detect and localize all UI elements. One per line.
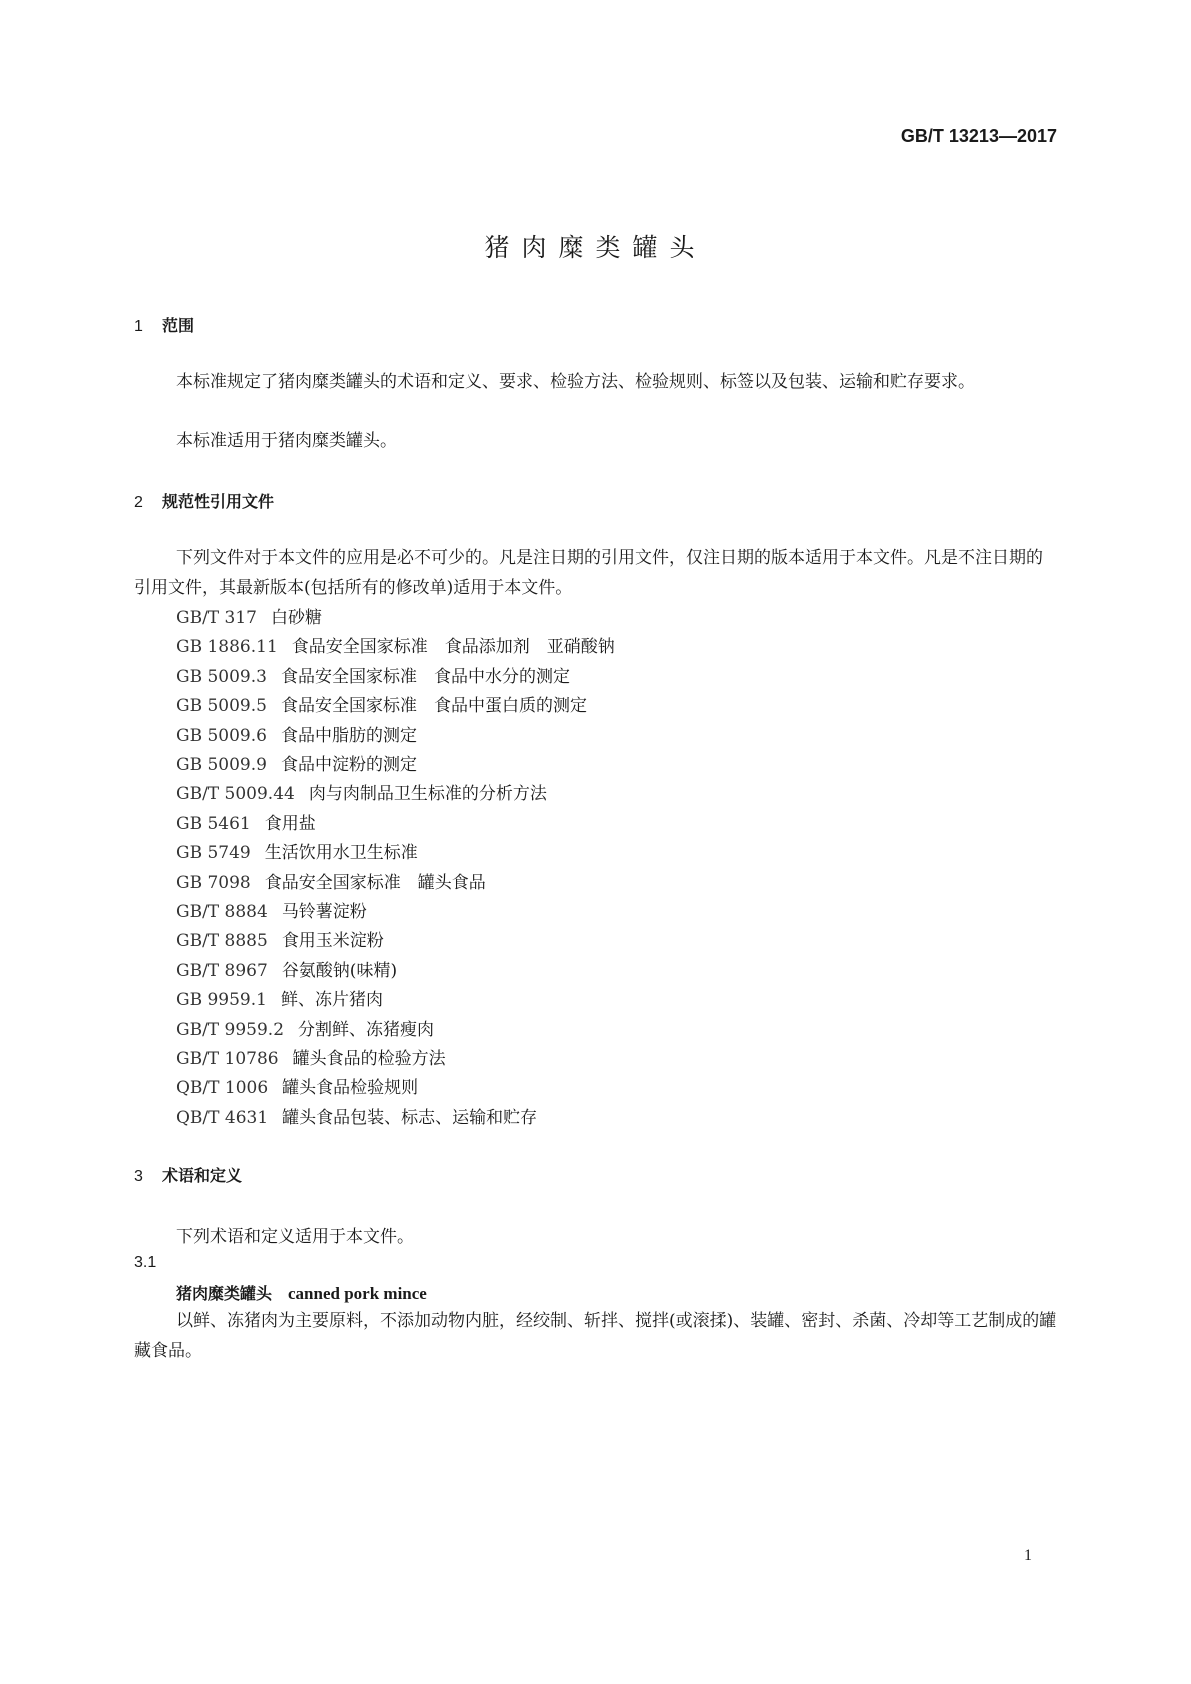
reference-item (176, 1103, 537, 1128)
reference-title: 食品安全国家标准 罐头食品 (264, 872, 486, 893)
reference-code: GB 5009.5 (176, 696, 267, 717)
reference-code: GB 5009.3 (176, 666, 267, 687)
reference-item (176, 926, 384, 951)
reference-title: 罐头食品检验规则 (282, 1078, 419, 1099)
reference-item (176, 868, 486, 893)
reference-code: GB 5009.9 (176, 755, 267, 775)
terms-intro: 下列术语和定义适用于本文件。 (176, 1227, 414, 1247)
section-number: 1 (134, 318, 143, 335)
term-entry (176, 1281, 427, 1304)
reference-item (176, 1044, 446, 1069)
reference-title: 食品中淀粉的测定 (280, 755, 417, 775)
reference-title: 食品安全国家标准 食品添加剂 亚硝酸钠 (291, 637, 615, 658)
term-definition: 以鲜、冻猪肉为主要原料，不添加动物内脏，经绞制、斩拌、搅拌(或滚揉)、装罐、密封、杀菌、冷却等工艺制成的罐藏食品。 (134, 1311, 1057, 1361)
reference-item (176, 897, 367, 922)
reference-item (176, 1073, 418, 1098)
reference-title: 白砂糖 (271, 608, 322, 628)
reference-code: GB 5009.6 (176, 725, 267, 746)
reference-item (176, 662, 570, 687)
term-number: 3.1 (134, 1254, 157, 1271)
reference-item (176, 779, 547, 804)
reference-title: 肉与肉制品卫生标准的分析方法 (308, 784, 547, 805)
reference-code: GB/T 8967 (176, 960, 268, 981)
normative-intro: 下列文件对于本文件的应用是必不可少的。凡是注日期的引用文件，仅注日期的版本适用于本文件。凡是不注日期的引用文件，其最新版本(包括所有的修改单)适用于本文件。 (134, 548, 1043, 598)
reference-title: 食品安全国家标准 食品中水分的测定 (280, 666, 570, 687)
reference-item (176, 632, 615, 657)
reference-code: GB/T 10786 (176, 1049, 279, 1069)
section-title: 规范性引用文件 (162, 492, 275, 511)
reference-item (176, 956, 397, 981)
scope-paragraph: 本标准规定了猪肉糜类罐头的术语和定义、要求、检验方法、检验规则、标签以及包装、运输和贮存要求。 (176, 372, 975, 392)
reference-item (176, 838, 418, 863)
reference-item (176, 691, 587, 716)
section-number: 2 (134, 494, 143, 511)
scope-applicability: 本标准适用于猪肉糜类罐头。 (176, 431, 397, 451)
reference-code: GB 1886.11 (176, 637, 278, 658)
reference-code: GB 9959.1 (176, 990, 267, 1011)
reference-code: GB 5461 (176, 813, 251, 834)
reference-item (176, 750, 417, 775)
reference-code: QB/T 1006 (176, 1078, 269, 1099)
reference-code: GB/T 8885 (176, 931, 268, 952)
reference-title: 谷氨酸钠(味精) (281, 960, 398, 981)
section-heading-normative-references (134, 489, 274, 512)
reference-title: 生活饮用水卫生标准 (264, 843, 418, 864)
reference-code: GB/T 5009.44 (176, 784, 295, 805)
page-number: 1 (1024, 1547, 1032, 1564)
section-heading-terms (134, 1163, 242, 1186)
reference-title: 食用玉米淀粉 (281, 931, 384, 952)
reference-title: 马铃薯淀粉 (281, 902, 367, 922)
reference-item (176, 985, 383, 1010)
reference-item (176, 603, 322, 628)
term-name-en: canned pork mince (288, 1284, 427, 1303)
reference-code: GB/T 9959.2 (176, 1019, 285, 1040)
reference-item (176, 809, 316, 834)
section-number: 3 (134, 1168, 143, 1185)
reference-title: 罐头食品的检验方法 (292, 1049, 446, 1069)
reference-code: GB 5749 (176, 843, 251, 864)
section-title: 范围 (162, 316, 195, 335)
reference-code: GB 7098 (176, 872, 251, 893)
standard-code: GB/T 13213—2017 (900, 126, 1057, 146)
reference-title: 分割鲜、冻猪瘦肉 (298, 1019, 435, 1040)
term-name-zh: 猪肉糜类罐头 (176, 1284, 273, 1303)
reference-title: 罐头食品包装、标志、运输和贮存 (282, 1107, 538, 1128)
reference-item (176, 1015, 434, 1040)
section-title: 术语和定义 (162, 1166, 243, 1185)
document-title: 猪肉糜类罐头 (484, 233, 707, 262)
reference-title: 食品安全国家标准 食品中蛋白质的测定 (280, 696, 587, 717)
reference-code: GB/T 8884 (176, 902, 268, 922)
reference-code: QB/T 4631 (176, 1107, 269, 1128)
reference-item (176, 721, 417, 746)
reference-code: GB/T 317 (176, 608, 257, 628)
reference-title: 食品中脂肪的测定 (280, 725, 417, 746)
section-heading-scope (134, 313, 194, 336)
reference-title: 鲜、冻片猪肉 (280, 990, 383, 1011)
reference-title: 食用盐 (264, 813, 316, 834)
